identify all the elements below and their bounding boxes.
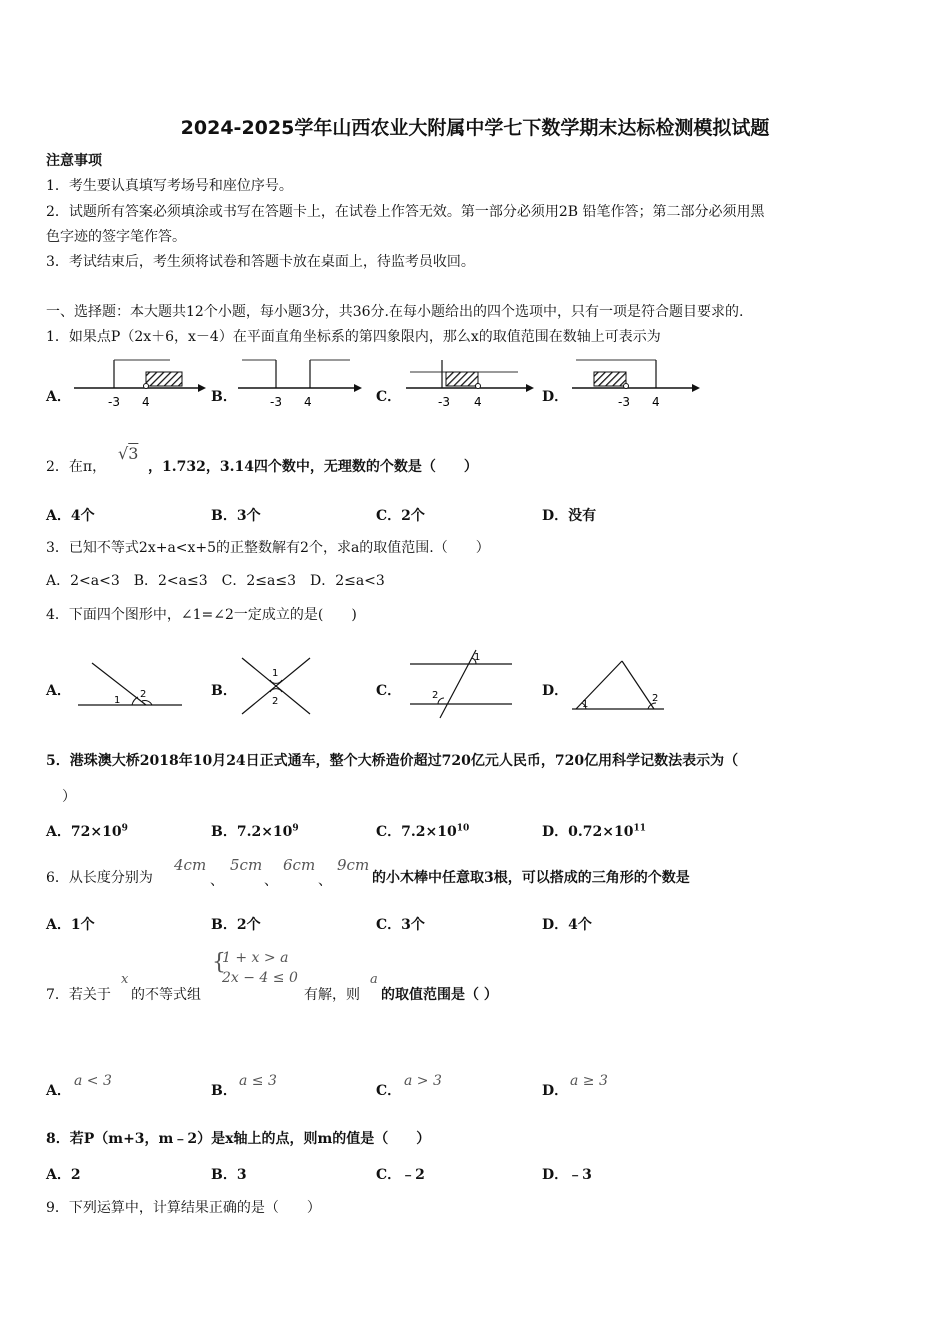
svg-text:2: 2 <box>272 696 279 707</box>
q7-option-d: a ≥ 3 <box>570 1073 608 1089</box>
q4-option-a-label: A． <box>46 683 71 699</box>
question-5-stem: 5．港珠澳大桥2018年10月24日正式通车，整个大桥造价超过720亿元人民币，720亿用科学记数法表示为（ <box>46 753 739 769</box>
q2-option-c: C．2个 <box>376 508 425 524</box>
question-9-stem: 9．下列运算中，计算结果正确的是（ ） <box>46 1200 321 1216</box>
q7-option-b-label: B． <box>211 1083 237 1099</box>
section-heading: 一、选择题：本大题共12个小题，每小题3分，共36分.在每小题给出的四个选项中，只有一项是符合题目要求的. <box>46 304 744 320</box>
question-4-stem: 4．下面四个图形中，∠1=∠2一定成立的是( ) <box>46 607 357 623</box>
q2-option-b: B．3个 <box>211 508 261 524</box>
tick-label: 4 <box>652 395 660 409</box>
q7-option-c: a > 3 <box>404 1073 442 1089</box>
separator: 、 <box>210 873 224 889</box>
tick-label: -3 <box>618 395 630 409</box>
question-3-stem: 3．已知不等式2x+a<x+5的正整数解有2个，求a的取值范围.（ ） <box>46 540 490 556</box>
q4-figure-b <box>236 652 316 720</box>
notes-item: 2．试题所有答案必须填涂或书写在答题卡上，在试卷上作答无效。第一部分必须用2B 铅笔作答；第二部分必须用黑 <box>46 204 765 220</box>
tick-label: -3 <box>270 395 282 409</box>
svg-text:2: 2 <box>140 689 147 700</box>
q5-option-c: C．$7.2\times 10^{10}$ <box>376 823 470 840</box>
question-8-stem: 8．若P（m+3，m﹣2）是x轴上的点，则m的值是（ ） <box>46 1131 431 1147</box>
tick-label: 4 <box>142 395 150 409</box>
sqrt-value: 3 <box>128 444 139 463</box>
tick-label: 4 <box>304 395 312 409</box>
q7-option-b: a ≤ 3 <box>239 1073 277 1089</box>
question-1-stem: 1．如果点P（2x＋6，x－4）在平面直角坐标系的第四象限内，那么x的取值范围在数轴上可表示为 <box>46 329 661 345</box>
svg-text:1: 1 <box>272 668 279 679</box>
question-6-suffix: 的小木棒中任意取3根，可以搭成的三角形的个数是 <box>372 870 690 886</box>
q8-option-a: A．2 <box>46 1167 81 1183</box>
notes-item: 1．考生要认真填写考场号和座位序号。 <box>46 178 293 194</box>
sqrt-symbol: √3 <box>118 444 139 463</box>
notes-heading: 注意事项 <box>46 153 102 169</box>
svg-text:1: 1 <box>474 652 481 663</box>
q4-option-b-label: B． <box>211 683 237 699</box>
q7-option-a-label: A． <box>46 1083 71 1099</box>
question-3-options: A．2<a<3 B．2<a≤3 C．2≤a≤3 D．2≤a<3 <box>46 573 385 589</box>
var-x: x <box>121 972 129 987</box>
q6-option-c: C．3个 <box>376 917 425 933</box>
q2-option-a: A．4个 <box>46 508 95 524</box>
question-6-prefix: 6．从长度分别为 <box>46 870 153 886</box>
question-2-suffix: ，1.732，3.14四个数中，无理数的个数是（ ） <box>148 459 478 475</box>
q8-option-c: C．﹣2 <box>376 1167 425 1183</box>
q1-numberline-c <box>402 352 542 412</box>
length-4cm: 4cm <box>174 856 207 874</box>
q1-option-c-label: C． <box>376 389 402 405</box>
q1-numberline-a <box>70 352 210 412</box>
tick-label: -3 <box>108 395 120 409</box>
separator: 、 <box>264 873 278 889</box>
q7-option-c-label: C． <box>376 1083 402 1099</box>
page-title: 2024-2025学年山西农业大附属中学七下数学期末达标检测模拟试题 <box>180 117 770 139</box>
question-2-prefix: 2．在π， <box>46 459 107 475</box>
q1-option-a-label: A． <box>46 389 71 405</box>
brace-icon: { <box>212 950 226 975</box>
svg-text:1: 1 <box>114 695 121 706</box>
q4-figure-c <box>404 648 516 720</box>
tick-label: 4 <box>474 395 482 409</box>
length-6cm: 6cm <box>283 856 316 874</box>
q5-option-a: A．$72\times 10^9$ <box>46 823 128 840</box>
q6-option-a: A．1个 <box>46 917 95 933</box>
q4-figure-a <box>76 655 186 715</box>
q5-option-b: B．$7.2\times 10^9$ <box>211 823 299 840</box>
question-7-mid: 的不等式组 <box>131 987 201 1003</box>
q1-numberline-b <box>234 352 374 412</box>
svg-text:2: 2 <box>432 690 439 701</box>
var-a: a <box>370 972 378 987</box>
notes-item: 色字迹的签字笔作答。 <box>46 229 186 245</box>
svg-text:2: 2 <box>652 693 659 704</box>
question-5-stem-end: ） <box>62 789 76 805</box>
tick-label: -3 <box>438 395 450 409</box>
q4-figure-d <box>568 655 668 717</box>
question-7-suffix: 的取值范围是（ ） <box>381 987 498 1003</box>
q1-numberline-d <box>568 352 708 412</box>
q7-option-d-label: D． <box>542 1083 569 1099</box>
q2-option-d: D．没有 <box>542 508 597 524</box>
q8-option-b: B．3 <box>211 1167 247 1183</box>
q1-option-b-label: B． <box>211 389 237 405</box>
q7-option-a: a < 3 <box>74 1073 112 1089</box>
q5-option-d: D．$0.72\times 10^{11}$ <box>542 823 646 840</box>
q4-option-d-label: D． <box>542 683 569 699</box>
separator: 、 <box>318 873 332 889</box>
question-7-prefix: 7．若关于 <box>46 987 111 1003</box>
q4-option-c-label: C． <box>376 683 402 699</box>
length-5cm: 5cm <box>230 856 263 874</box>
q6-option-b: B．2个 <box>211 917 261 933</box>
system-line-2: 2x − 4 ≤ 0 <box>222 970 298 986</box>
system-line-1: 1 + x > a <box>222 950 289 966</box>
q6-option-d: D．4个 <box>542 917 592 933</box>
length-9cm: 9cm <box>337 856 370 874</box>
question-7-mid2: 有解，则 <box>304 987 360 1003</box>
q1-option-d-label: D． <box>542 389 569 405</box>
notes-item: 3．考试结束后，考生须将试卷和答题卡放在桌面上，待监考员收回。 <box>46 254 475 270</box>
q8-option-d: D．﹣3 <box>542 1167 592 1183</box>
svg-text:1: 1 <box>582 699 589 710</box>
